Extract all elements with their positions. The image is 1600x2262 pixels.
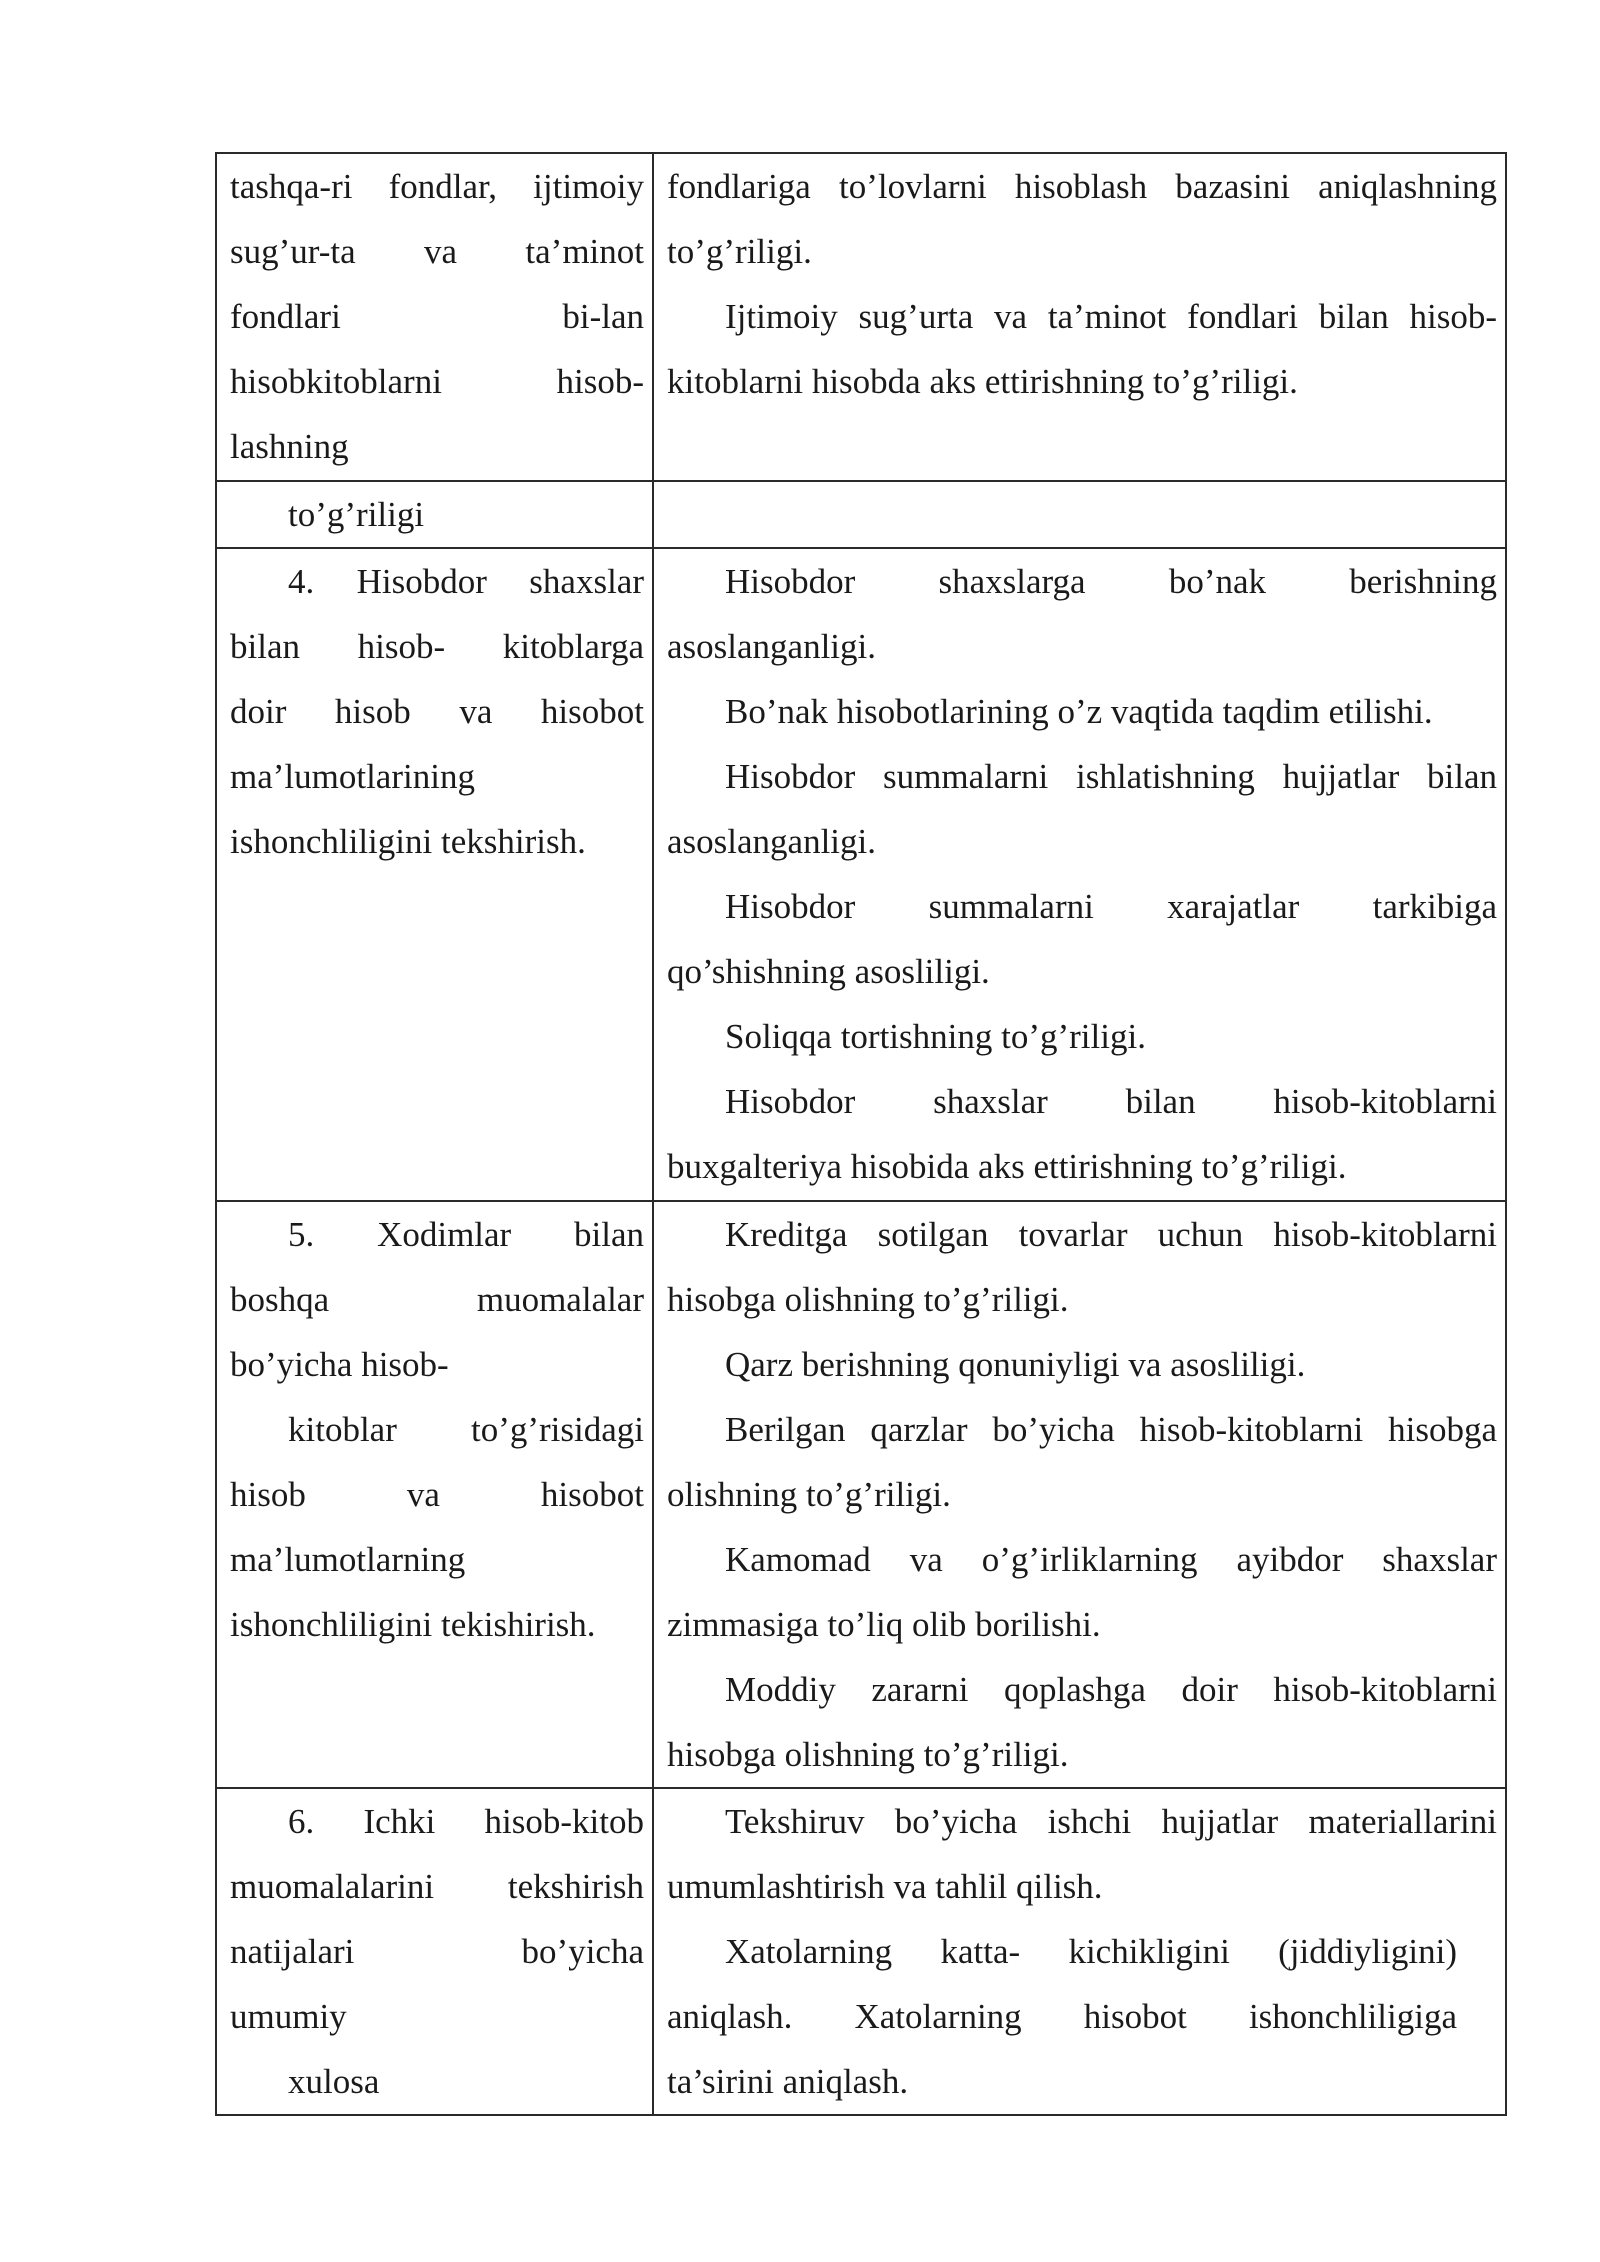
cell-text-line: 4. Hisobdor shaxslar bbox=[288, 562, 644, 601]
cell-text-line: umumiy bbox=[230, 1997, 347, 2036]
cell-text-line: Hisobdor summalarni ishlatishning hujjatlar bilan bbox=[725, 757, 1497, 796]
cell-text-line: Hisobdor shaxslarga bo’nak berishning bbox=[725, 562, 1497, 601]
table-cell-right bbox=[653, 1788, 1506, 2115]
audit-table bbox=[215, 152, 1507, 2116]
cell-text-line: sug’ur-ta va ta’minot bbox=[230, 232, 644, 271]
cell-text-line: Kamomad va o’g’irliklarning ayibdor shaxslar bbox=[725, 1540, 1497, 1579]
table-cell-left bbox=[216, 1788, 653, 2115]
table-row bbox=[216, 1201, 1506, 1788]
table-row bbox=[216, 548, 1506, 1201]
cell-text-line: 5. Xodimlar bilan bbox=[288, 1215, 644, 1254]
cell-text-line: Ijtimoiy sug’urta va ta’minot fondlari bilan hisob- bbox=[725, 297, 1497, 336]
cell-text-line: Hisobdor shaxslar bilan hisob-kitoblarni bbox=[725, 1082, 1497, 1121]
table-cell-right bbox=[653, 481, 1506, 548]
cell-text-line: Kreditga sotilgan tovarlar uchun hisob-kitoblarni bbox=[725, 1215, 1497, 1254]
cell-text-line: Hisobdor summalarni xarajatlar tarkibiga bbox=[725, 887, 1497, 926]
cell-text-line: bo’yicha hisob- bbox=[230, 1345, 449, 1384]
cell-text-line: olishning to’g’riligi. bbox=[667, 1475, 951, 1514]
cell-text-line: muomalalarini tekshirish bbox=[230, 1867, 644, 1906]
cell-text-line: ma’lumotlarning bbox=[230, 1540, 466, 1579]
cell-text-line: buxgalteriya hisobida aks ettirishning to’g’riligi. bbox=[667, 1147, 1347, 1186]
table-cell-right bbox=[653, 548, 1506, 1201]
cell-text-line: hisobga olishning to’g’riligi. bbox=[667, 1280, 1069, 1319]
cell-text-line: zimmasiga to’liq olib borilishi. bbox=[667, 1605, 1101, 1644]
cell-text-line: xulosa bbox=[288, 2062, 380, 2101]
cell-text-line: Berilgan qarzlar bo’yicha hisob-kitoblarni hisobga bbox=[725, 1410, 1497, 1449]
cell-text-line: fondlariga to’lovlarni hisoblash bazasini aniqlashning bbox=[667, 167, 1497, 206]
cell-text-line: Soliqqa tortishning to’g’riligi. bbox=[725, 1017, 1146, 1056]
table-cell-left bbox=[216, 481, 653, 548]
cell-text-line: hisob va hisobot bbox=[230, 1475, 644, 1514]
table-cell-right bbox=[653, 153, 1506, 481]
table-cell-left bbox=[216, 1201, 653, 1788]
cell-text-line: ishonchliligini tekishirish. bbox=[230, 1605, 596, 1644]
cell-text-line: natijalari bo’yicha bbox=[230, 1932, 644, 1971]
table-cell-right bbox=[653, 1201, 1506, 1788]
cell-text-line: Tekshiruv bo’yicha ishchi hujjatlar materiallarini bbox=[725, 1802, 1497, 1841]
table-row bbox=[216, 153, 1506, 481]
cell-text-line: Bo’nak hisobotlarining o’z vaqtida taqdim etilishi. bbox=[725, 692, 1433, 731]
cell-text-line: ishonchliligini tekshirish. bbox=[230, 822, 586, 861]
cell-text-line: lashning bbox=[230, 427, 349, 466]
cell-text-line: umumlashtirish va tahlil qilish. bbox=[667, 1867, 1103, 1906]
cell-text-line: to’g’riligi. bbox=[667, 232, 812, 271]
cell-text-line: ma’lumotlarining bbox=[230, 757, 475, 796]
cell-text-line: ta’sirini aniqlash. bbox=[667, 2062, 909, 2101]
cell-text-line: kitoblar to’g’risidagi bbox=[288, 1410, 644, 1449]
table-cell-left bbox=[216, 548, 653, 1201]
cell-text-line: hisobkitoblarni hisob- bbox=[230, 362, 644, 401]
cell-text-line: Moddiy zararni qoplashga doir hisob-kitoblarni bbox=[725, 1670, 1497, 1709]
cell-text-line: to’g’riligi bbox=[288, 495, 425, 534]
cell-text-line: boshqa muomalalar bbox=[230, 1280, 644, 1319]
table-row bbox=[216, 1788, 1506, 2115]
cell-text-line: fondlari bi-lan bbox=[230, 297, 644, 336]
table-cell-left bbox=[216, 153, 653, 481]
cell-text-line: asoslanganligi. bbox=[667, 822, 876, 861]
cell-text-line: aniqlash. Xatolarning hisobot ishonchliligiga bbox=[667, 1997, 1457, 2036]
cell-text-line: Xatolarning katta- kichikligini (jiddiyligini) bbox=[725, 1932, 1457, 1971]
cell-text-line: kitoblarni hisobda aks ettirishning to’g’riligi. bbox=[667, 362, 1298, 401]
cell-text-line: hisobga olishning to’g’riligi. bbox=[667, 1735, 1069, 1774]
cell-text-line: tashqa-ri fondlar, ijtimoiy bbox=[230, 167, 644, 206]
table-row bbox=[216, 481, 1506, 548]
cell-text-line: qo’shishning asosliligi. bbox=[667, 952, 990, 991]
cell-text-line: asoslanganligi. bbox=[667, 627, 876, 666]
cell-text-line: doir hisob va hisobot bbox=[230, 692, 644, 731]
cell-text-line: Qarz berishning qonuniyligi va asosliligi. bbox=[725, 1345, 1306, 1384]
cell-text-line: bilan hisob- kitoblarga bbox=[230, 627, 644, 666]
cell-text-line: 6. Ichki hisob-kitob bbox=[288, 1802, 644, 1841]
